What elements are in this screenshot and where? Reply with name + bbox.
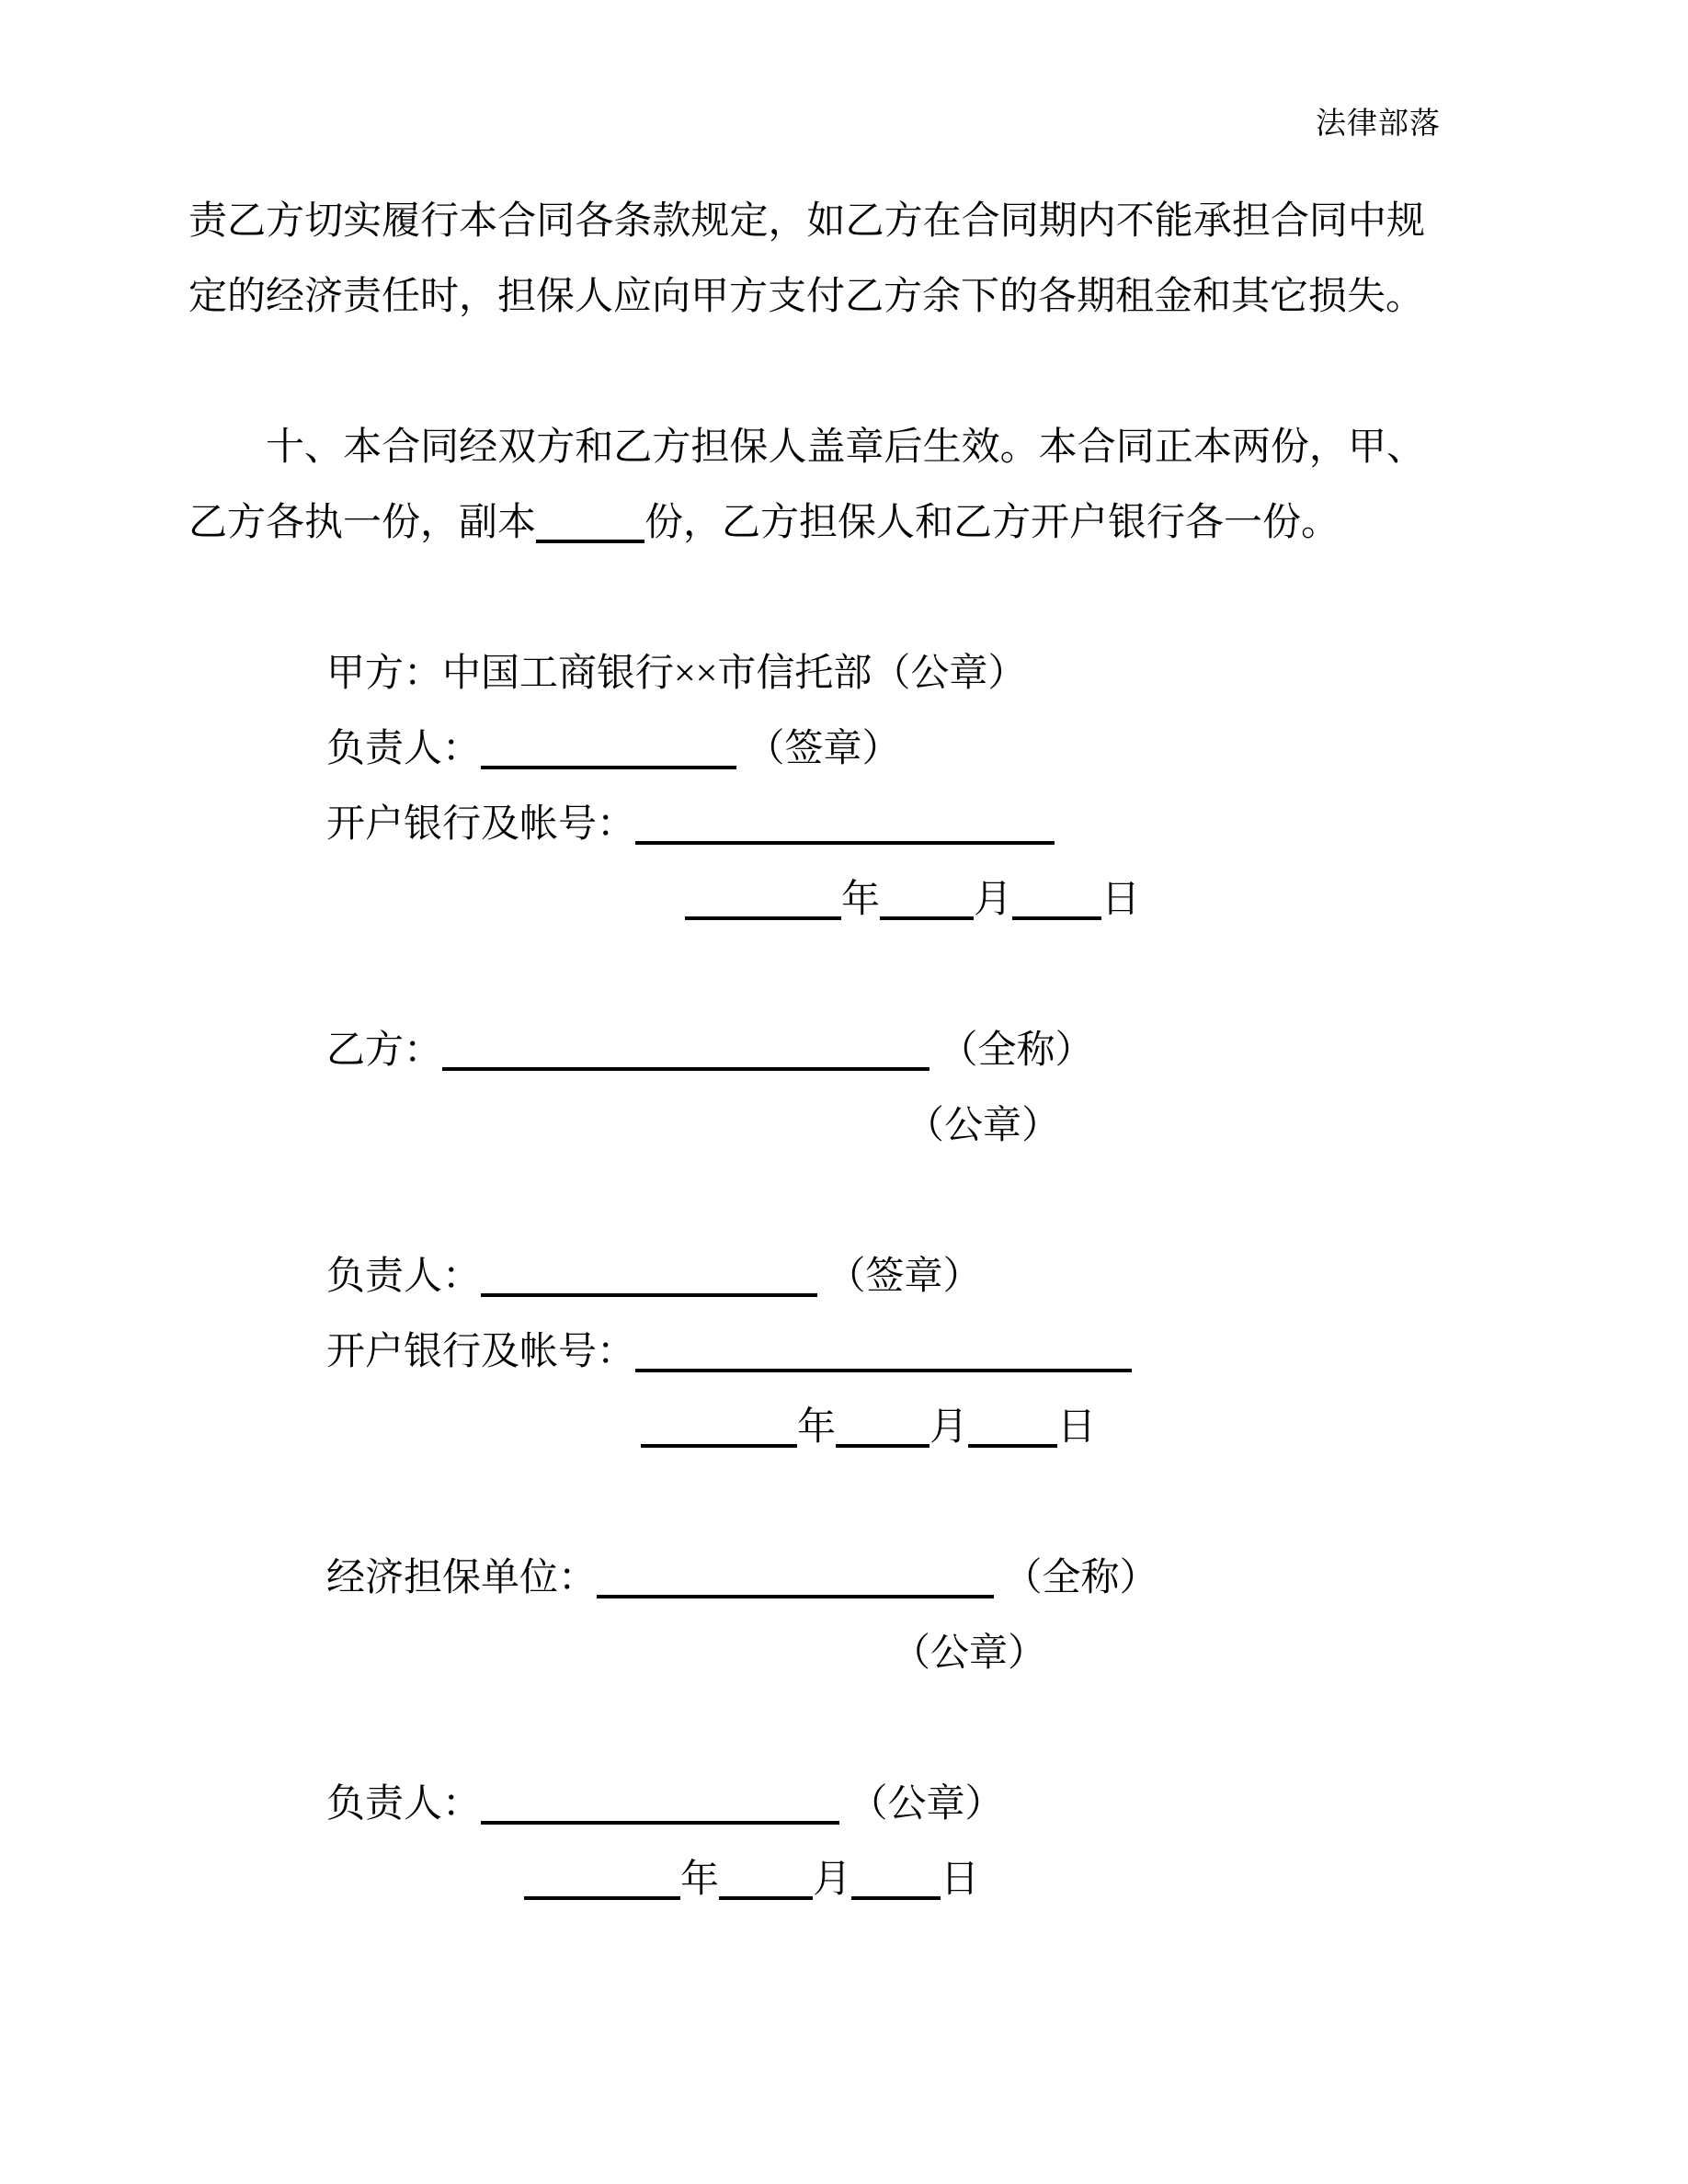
month-label: 月	[974, 879, 1013, 921]
day-label: 日	[1057, 1406, 1097, 1449]
day-label: 日	[1101, 879, 1141, 921]
party-b-name-line	[188, 1013, 1439, 1088]
day-blank	[851, 1895, 941, 1900]
party-a-title-line: 甲方：中国工商银行××市信托部（公章）	[326, 653, 1027, 695]
party-a-manager-blank	[481, 765, 736, 769]
party-a-bank-label: 开户银行及帐号：	[326, 803, 636, 846]
party-b-name-note: （全称）	[939, 1029, 1094, 1072]
guarantor-name-line	[188, 1541, 1439, 1616]
party-a-manager-line	[188, 711, 1439, 787]
guarantor-manager-line	[188, 1767, 1439, 1842]
clause-ten-prefix: 十、本合同经双方和乙方担保人盖章后生效。本合同正本两份，甲、乙方各执一份，副本	[188, 427, 1425, 544]
day-label: 日	[941, 1859, 980, 1901]
document-body	[188, 184, 1439, 1917]
party-b-manager-line	[188, 1239, 1439, 1314]
guarantor-name-blank	[597, 1594, 994, 1598]
month-label: 月	[813, 1859, 852, 1901]
party-b-name-blank	[442, 1066, 930, 1071]
party-b-manager-blank	[481, 1292, 817, 1297]
copies-count-blank	[536, 539, 644, 543]
month-blank	[880, 916, 974, 920]
month-label: 月	[930, 1406, 969, 1449]
spacer	[188, 335, 1439, 410]
day-blank	[968, 1443, 1057, 1448]
guarantor-manager-blank	[481, 1820, 839, 1825]
guarantor-seal-note: （公章）	[892, 1632, 1047, 1675]
party-a-manager-seal-note: （签章）	[746, 728, 901, 770]
party-b-bank-label: 开户银行及帐号：	[326, 1331, 636, 1373]
party-b-manager-seal-note: （签章）	[827, 1256, 982, 1298]
guarantor-manager-seal-note: （公章）	[849, 1783, 1004, 1826]
party-a-manager-label: 负责人：	[326, 728, 482, 770]
year-blank	[641, 1443, 797, 1448]
month-blank	[836, 1443, 930, 1448]
party-b-manager-label: 负责人：	[326, 1256, 482, 1298]
brand-text: 法律部落	[1316, 108, 1441, 141]
clause-ten-paragraph	[188, 410, 1425, 561]
party-b-label: 乙方：	[326, 1029, 443, 1072]
day-blank	[1012, 916, 1101, 920]
guarantor-name-note: （全称）	[1003, 1557, 1158, 1599]
party-b-date-line	[188, 1390, 1439, 1465]
year-blank	[524, 1895, 680, 1900]
month-blank	[719, 1895, 813, 1900]
spacer	[188, 1465, 1439, 1541]
party-b-seal-note: （公章）	[906, 1105, 1061, 1147]
year-label: 年	[797, 1406, 837, 1449]
spacer	[188, 1164, 1439, 1239]
party-a-bank-blank	[635, 840, 1055, 845]
spacer	[188, 1691, 1439, 1767]
guarantor-seal-line	[188, 1616, 1439, 1691]
party-a-date-line	[188, 862, 1439, 938]
party-b-bank-line	[188, 1314, 1439, 1390]
spacer	[188, 561, 1439, 636]
spacer	[188, 938, 1439, 1013]
guarantor-manager-label: 负责人：	[326, 1783, 482, 1826]
year-blank	[685, 916, 841, 920]
party-a-bank-line	[188, 787, 1439, 862]
guarantor-date-line	[188, 1842, 1439, 1917]
clause-ten-suffix: 份，乙方担保人和乙方开户银行各一份。	[644, 502, 1340, 544]
party-b-bank-blank	[635, 1368, 1132, 1372]
year-label: 年	[841, 879, 881, 921]
party-b-seal-line	[188, 1088, 1439, 1164]
clause-continuation-paragraph: 责乙方切实履行本合同各条款规定，如乙方在合同期内不能承担合同中规定的经济责任时，担保人应向甲方支付乙方余下的各期租金和其它损失。	[188, 200, 1425, 318]
year-label: 年	[680, 1859, 720, 1901]
guarantor-label: 经济担保单位：	[326, 1557, 598, 1599]
